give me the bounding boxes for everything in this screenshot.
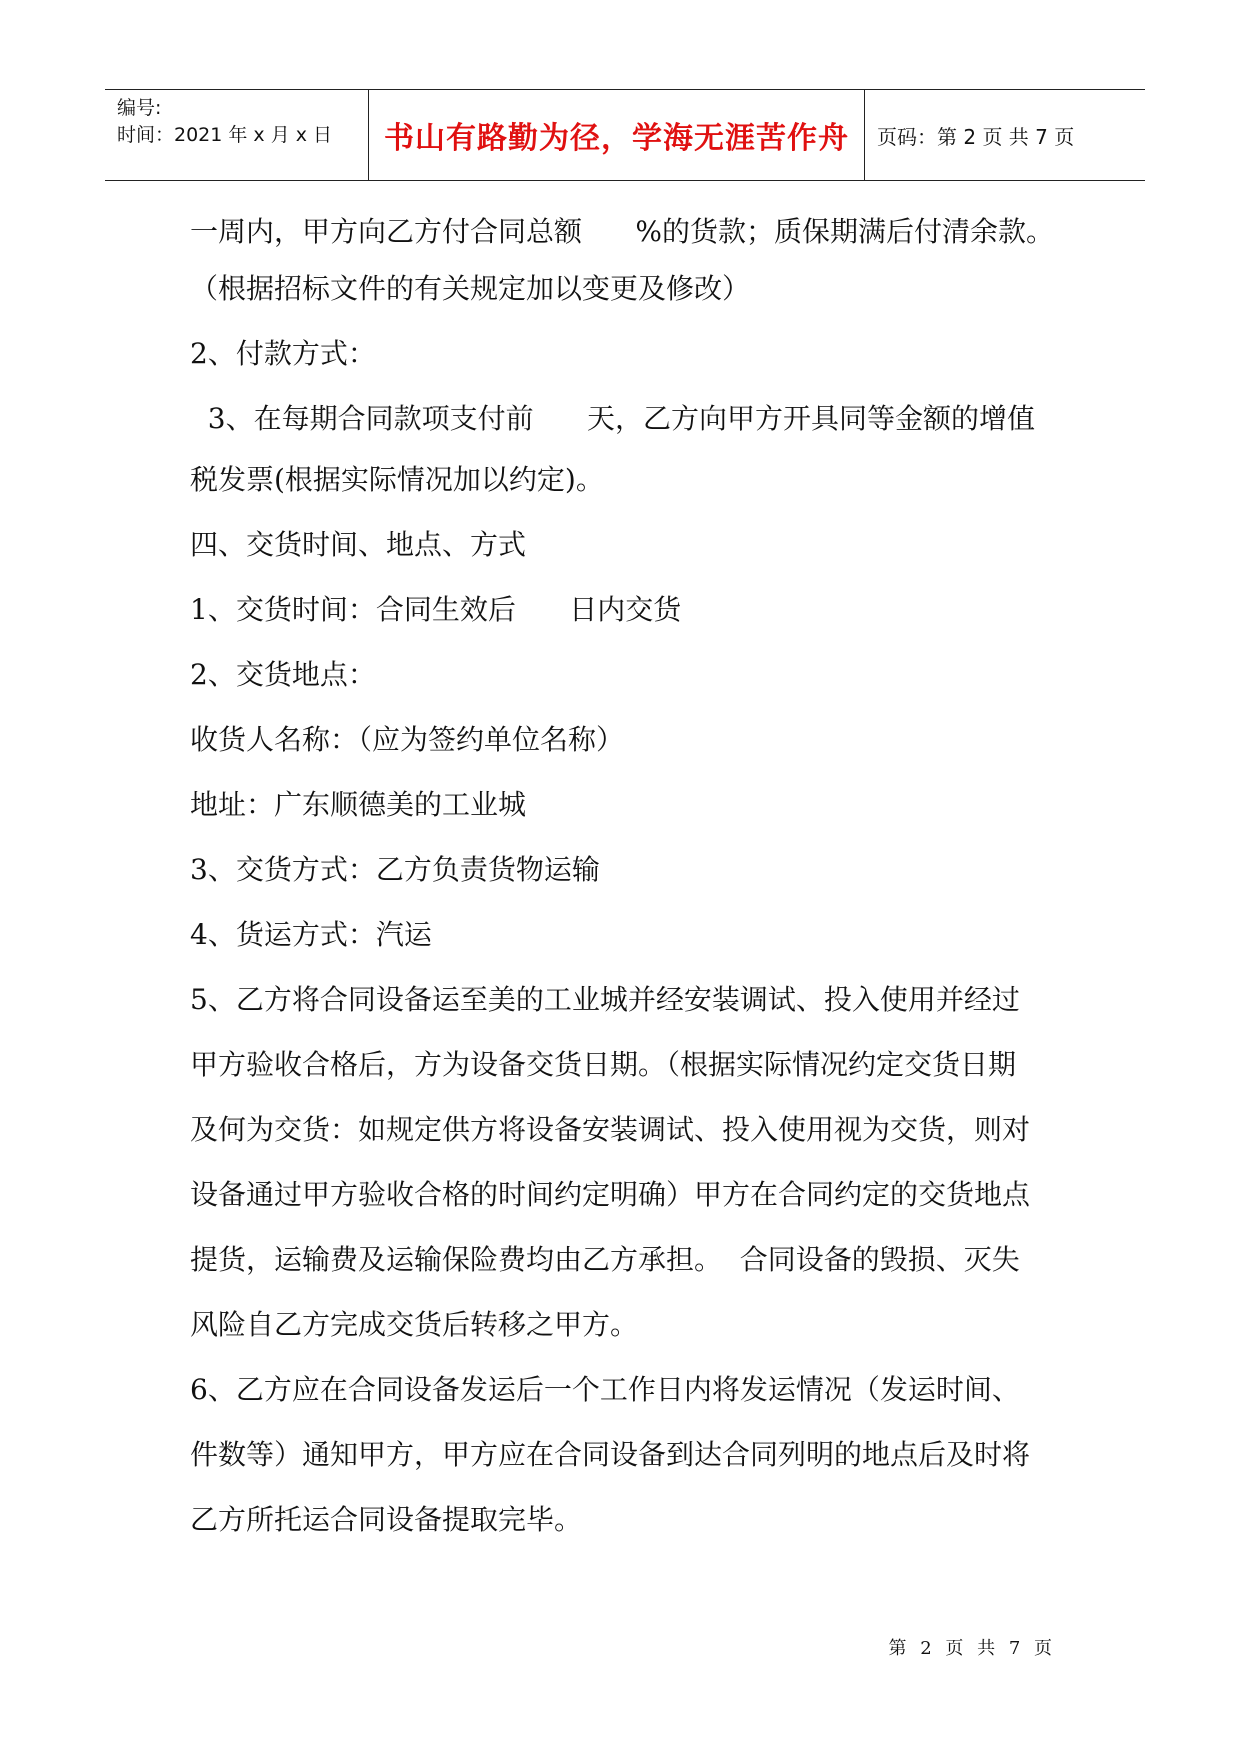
body-line: 3、在每期合同款项支付前 天，乙方向甲方开具同等金额的增值 — [190, 402, 1036, 435]
document-header — [105, 89, 1145, 181]
body-line: 及何为交货：如规定供方将设备安装调试、投入使用视为交货，则对 — [190, 1113, 1031, 1146]
body-line: 甲方验收合格后，方为设备交货日期。（根据实际情况约定交货日期 — [190, 1048, 1017, 1081]
serial-number-label: 编号: — [117, 97, 162, 119]
header-page-info: 页码：第 2 页 共 7 页 — [877, 124, 1075, 149]
body-line: （根据招标文件的有关规定加以变更及修改） — [190, 272, 751, 305]
body-line: 3、交货方式：乙方负责货物运输 — [190, 853, 600, 886]
body-line: 4、货运方式：汽运 — [190, 918, 432, 951]
body-line: 2、交货地点： — [190, 658, 376, 691]
header-motto-cell — [369, 90, 865, 180]
body-line: 乙方所托运合同设备提取完毕。 — [190, 1503, 583, 1536]
body-line: 收货人名称：（应为签约单位名称） — [190, 723, 625, 756]
page-footer: 第 2 页 共 7 页 — [888, 1638, 1056, 1659]
body-line: 地址：广东顺德美的工业城 — [190, 788, 527, 821]
body-line: 设备通过甲方验收合格的时间约定明确）甲方在合同约定的交货地点 — [190, 1178, 1031, 1211]
motto-text: 书山有路勤为径，学海无涯苦作舟 — [384, 121, 849, 156]
body-line: 风险自乙方完成交货后转移之甲方。 — [190, 1308, 639, 1341]
body-line: 件数等）通知甲方，甲方应在合同设备到达合同列明的地点后及时将 — [190, 1438, 1031, 1471]
body-line: 1、交货时间：合同生效后 日内交货 — [190, 593, 682, 626]
body-line: 5、乙方将合同设备运至美的工业城并经安装调试、投入使用并经过 — [190, 983, 1020, 1016]
body-line: 税发票(根据实际情况加以约定)。 — [190, 463, 604, 496]
section-heading: 四、交货时间、地点、方式 — [190, 528, 527, 561]
body-line: 一周内，甲方向乙方付合同总额 %的货款；质保期满后付清余款。 — [190, 215, 1055, 248]
header-meta — [105, 90, 369, 180]
body-line: 2、付款方式： — [190, 337, 376, 370]
date-line: 时间：2021 年 x 月 x 日 — [117, 124, 333, 146]
body-line: 提货，运输费及运输保险费均由乙方承担。 合同设备的毁损、灭失 — [190, 1243, 1020, 1276]
header-page-cell — [865, 90, 1145, 180]
body-line: 6、乙方应在合同设备发运后一个工作日内将发运情况（发运时间、 — [190, 1373, 1020, 1406]
